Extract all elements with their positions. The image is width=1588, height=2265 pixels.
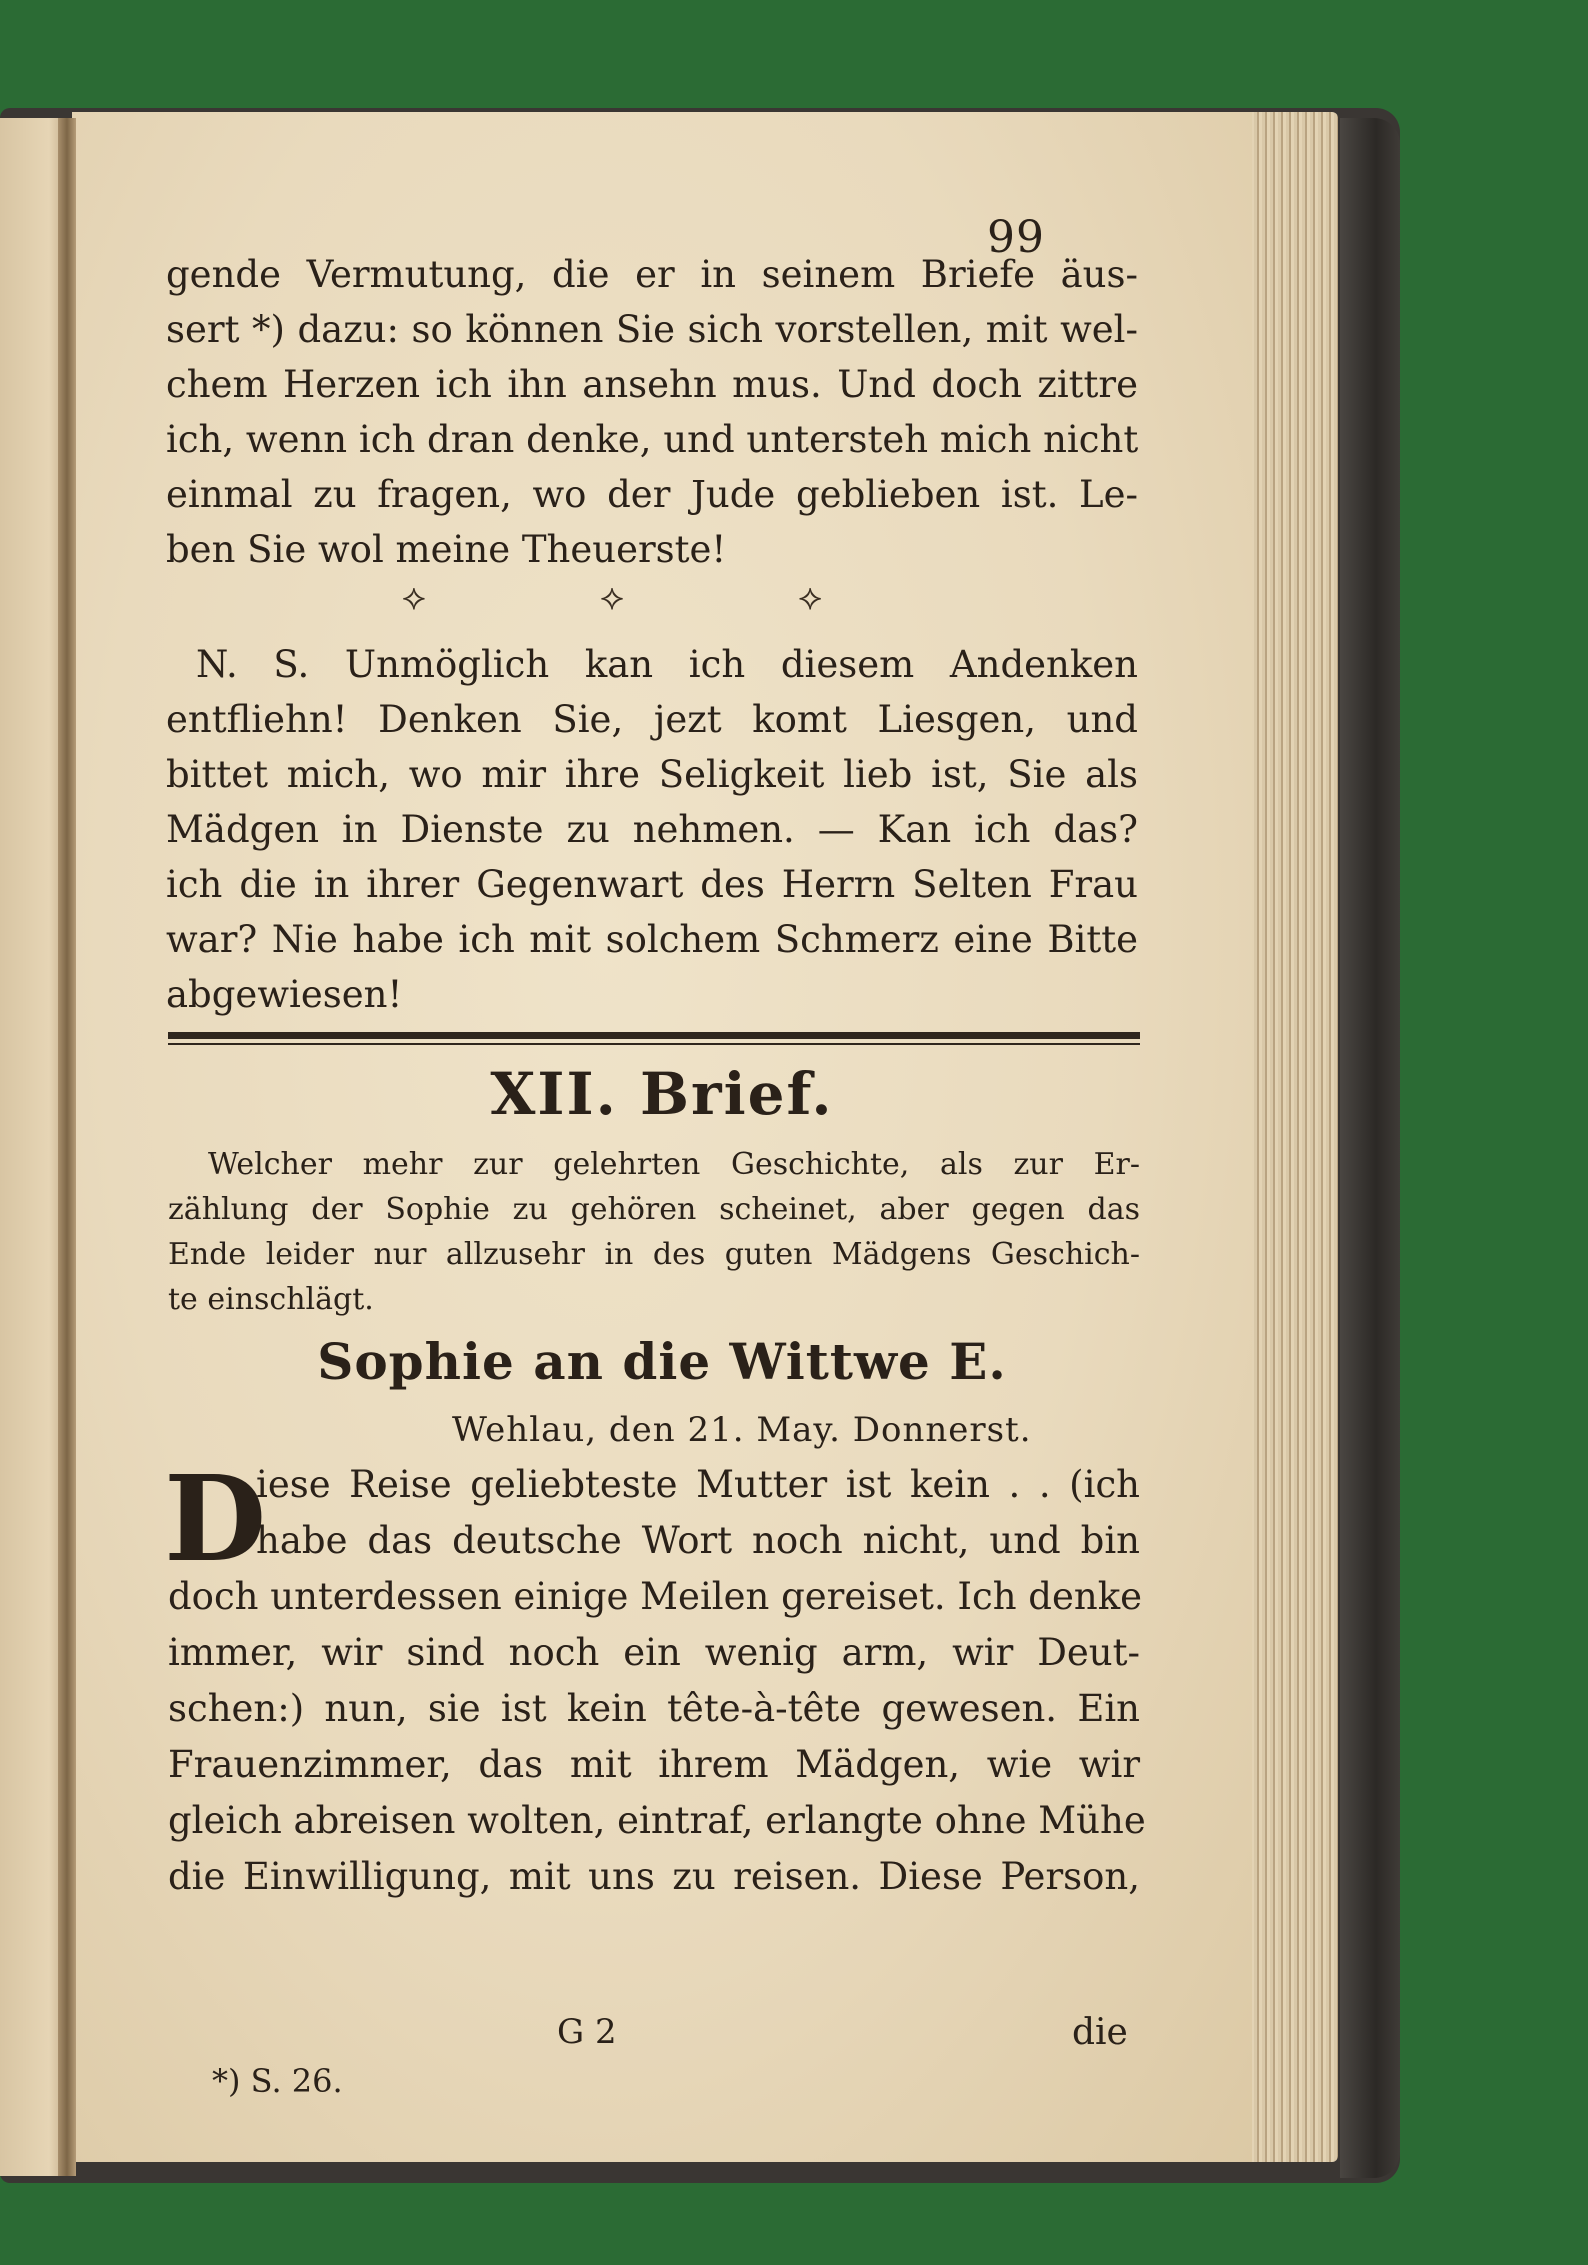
text-line: zählung der Sophie zu gehören scheinet, aber gegen das [168,1192,1140,1227]
fleuron-ornament: ⟡ [600,577,624,618]
letter-heading: Sophie an die Wittwe E. [317,1332,1007,1391]
letter-body [168,1457,1146,1905]
text-line: habe das deutsche Wort noch nicht, und bin [256,1519,1140,1562]
text-line: die Einwilligung, mit uns zu reisen. Diese Person, [168,1855,1140,1898]
drop-cap: D [164,1449,267,1588]
postscript [166,637,1138,1022]
book-spine-edge [1340,118,1400,2178]
section-divider [168,1032,1140,1048]
text-line: N. S. Unmöglich kan ich diesem Andenken [196,643,1138,686]
text-line: ich, wenn ich dran denke, und untersteh mich nicht [166,418,1139,461]
text-line: ich die in ihrer Gegenwart des Herrn Selten Frau [166,863,1138,906]
chapter-summary [168,1142,1140,1322]
text-line: ben Sie wol meine Theuerste! [166,528,727,571]
text-line: sert *) dazu: so können Sie sich vorstellen, mit wel- [166,308,1138,351]
text-line: Frauenzimmer, das mit ihrem Mädgen, wie wir [168,1743,1140,1786]
text-line: einmal zu fragen, wo der Jude geblieben ist. Le- [166,473,1138,516]
text-line: Mädgen in Dienste zu nehmen. — Kan ich das? [166,808,1138,851]
text-line: iese Reise geliebteste Mutter ist kein . . (ich [256,1463,1140,1506]
text-line: bittet mich, wo mir ihre Seligkeit lieb ist, Sie als [166,753,1138,796]
book-gutter [58,118,76,2176]
text-line: Ende leider nur allzusehr in des guten Mädgens Geschich- [168,1237,1140,1272]
text-line: gende Vermutung, die er in seinem Briefe äus- [166,253,1138,296]
catchword: die [1072,2012,1128,2053]
text-line: doch unterdessen einige Meilen gereiset. Ich denke [168,1575,1143,1618]
text-line: immer, wir sind noch ein wenig arm, wir Deut- [168,1631,1140,1674]
text-line: schen:) nun, sie ist kein tête-à-tête gewesen. Ein [168,1687,1140,1730]
fleuron-ornament: ⟡ [402,577,426,618]
dateline: Wehlau, den 21. May. Donnerst. [452,1410,1032,1450]
divider-thick-line [168,1032,1140,1039]
divider-thin-line [168,1043,1140,1045]
text-line: abgewiesen! [166,973,403,1016]
chapter-title: XII. Brief. [490,1060,834,1128]
book-page [72,112,1252,2162]
paragraph-letter-end [166,247,1138,577]
ornament-row [402,577,822,619]
text-line: entfliehn! Denken Sie, jezt komt Liesgen, und [166,698,1138,741]
page-number: 99 [987,212,1045,263]
text-line: gleich abreisen wolten, eintraf, erlangte ohne Mühe [168,1799,1146,1842]
signature-mark: G 2 [557,2012,617,2052]
text-line: Welcher mehr zur gelehrten Geschichte, als zur Er- [208,1147,1140,1182]
text-line: chem Herzen ich ihn ansehn mus. Und doch zittre [166,363,1138,406]
fleuron-ornament: ⟡ [798,577,822,618]
text-line: te einschlägt. [168,1282,374,1317]
text-line: war? Nie habe ich mit solchem Schmerz eine Bitte [166,918,1138,961]
page-stack-edge [1238,112,1338,2162]
footnote: *) S. 26. [212,2062,343,2100]
